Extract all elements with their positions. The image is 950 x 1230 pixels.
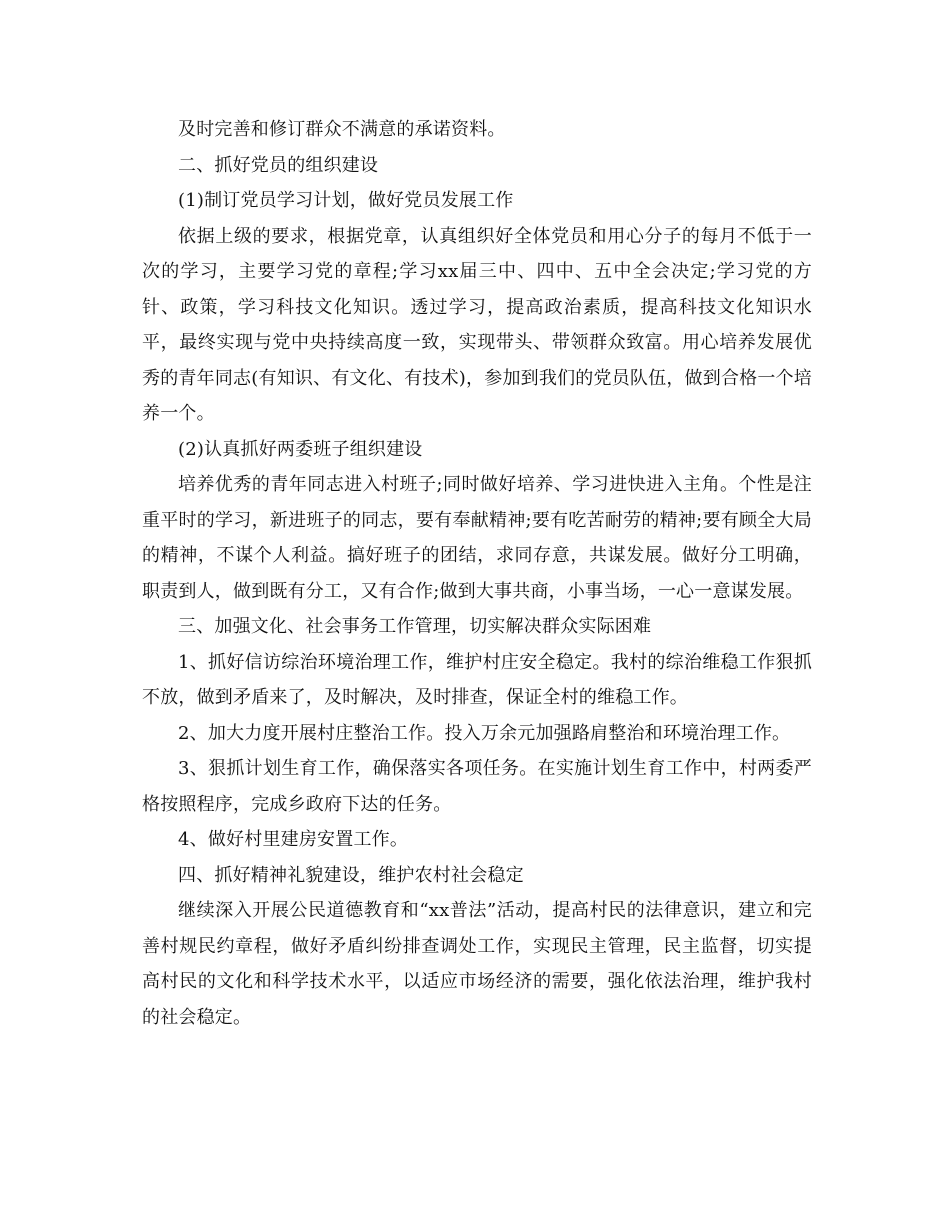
subsection-heading-study-plan: (1)制订党员学习计划，做好党员发展工作 [178,190,514,211]
paragraph-commitment-revision: 及时完善和修订群众不满意的承诺资料。 [178,119,506,140]
section-heading-social-affairs: 三、加强文化、社会事务工作管理，切实解决群众实际困难 [178,616,652,637]
list-item-housing-resettlement: 4、做好村里建房安置工作。 [178,829,409,850]
section-heading-party-organization: 二、抓好党员的组织建设 [178,154,379,176]
section-heading-civility: 四、抓好精神礼貌建设，维护农村社会稳定 [178,864,524,886]
list-item-petition-stability: 1、抓好信访综治环境治理工作，维护村庄安全稳定。我村的综治维稳工作狠抓不放，做到矛盾来了，及时解决，及时排查，保证全村的维稳工作。 [142,651,812,708]
paragraph-legal-education: 继续深入开展公民道德教育和“xx普法”活动，提高村民的法律意识，建立和完善村规民约章程，做好矛盾纠纷排查调处工作，实现民主管理，民主监督，切实提高村民的文化和科学技术水平，以适应市场经济的需要，强化依法治理，维护我村的社会稳定。 [142,900,812,1028]
paragraph-study-plan: 依据上级的要求，根据党章，认真组织好全体党员和用心分子的每月不低于一次的学习，主要学习党的章程;学习xx届三中、四中、五中全会决定;学习党的方针、政策，学习科技文化知识。透过学习，提高政治素质，提高科技文化知识水平，最终实现与党中央持续高度一致，实现带头、带领群众致富。用心培养发展优秀的青年同志(有知识、有文化、有技术)，参加到我们的党员队伍，做到合格一个培养一个。 [142,225,812,424]
subsection-heading-committee-building: (2)认真抓好两委班子组织建设 [178,438,423,460]
list-item-family-planning: 3、狠抓计划生育工作，确保落实各项任务。在实施计划生育工作中，村两委严格按照程序，完成乡政府下达的任务。 [142,758,812,815]
list-item-village-renovation: 2、加大力度开展村庄整治工作。投入万余元加强路肩整治和环境治理工作。 [178,722,791,744]
paragraph-committee-building: 培养优秀的青年同志进入村班子;同时做好培养、学习进快进入主角。个性是注重平时的学习，新进班子的同志，要有奉献精神;要有吃苦耐劳的精神;要有顾全大局的精神，不谋个人利益。搞好班子的团结，求同存意，共谋发展。做好分工明确，职责到人，做到既有分工，又有合作;做到大事共商，小事当场，一心一意谋发展。 [142,474,812,602]
document-body [142,112,812,1035]
